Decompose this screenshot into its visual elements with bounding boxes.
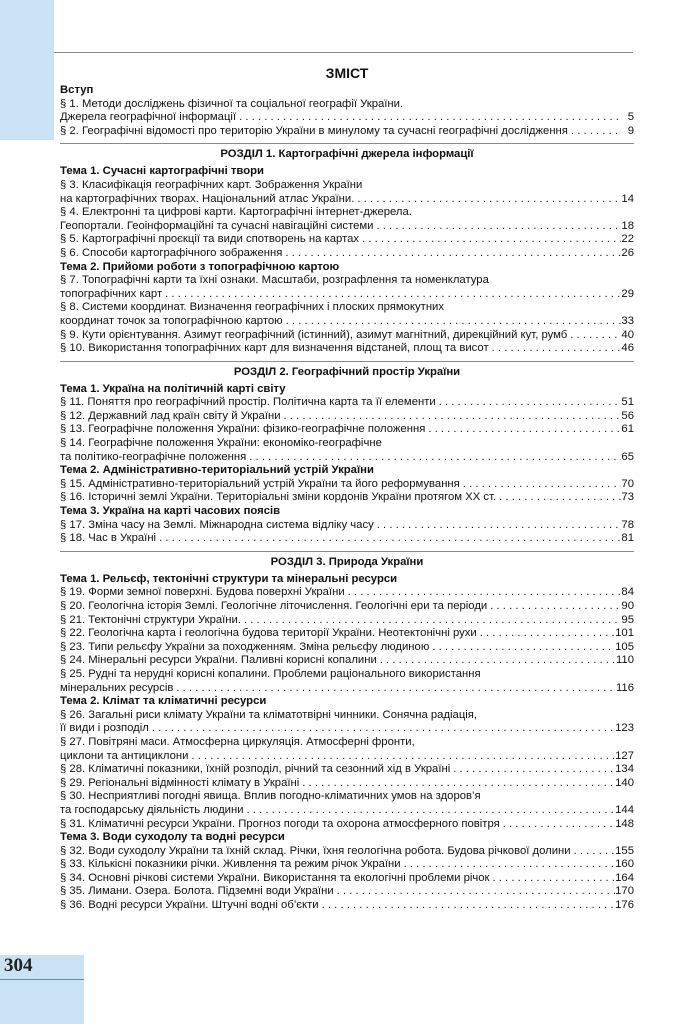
toc-entry-text: Джерела географічної інформації	[60, 111, 237, 124]
toc-entry	[60, 125, 634, 139]
toc-page-number: 90	[621, 600, 634, 612]
toc-page-number: 40	[621, 328, 634, 341]
leader-dots	[377, 654, 616, 668]
toc-entry-text: § 12. Державний лад країн світу й України	[60, 409, 281, 422]
leader-dots	[490, 872, 616, 886]
toc-entry-text: топографічних карт	[60, 287, 163, 300]
leader-dots	[500, 818, 615, 832]
leader-dots	[162, 288, 621, 302]
toc-entry	[60, 777, 634, 791]
toc-page-number: 116	[615, 681, 634, 694]
leader-dots	[282, 247, 621, 261]
toc-entry-text: § 9. Кути орієнтування. Азимут географічний (істинний), азимут магнітний, дирекційний кут, румб	[60, 328, 568, 341]
leader-dots	[567, 329, 621, 343]
toc-page-number: 33	[621, 314, 634, 327]
leader-dots	[489, 342, 622, 356]
toc-page-number: 65	[621, 450, 634, 463]
topic-heading: Тема 1. Рельєф, тектонічні структури та мінеральні ресурси	[60, 572, 398, 585]
leader-dots	[568, 125, 622, 139]
leader-dots	[149, 722, 615, 736]
leader-dots	[359, 233, 621, 247]
leader-dots	[425, 423, 621, 437]
topic-heading: Тема 3. Україна на карті часових поясів	[60, 505, 281, 518]
toc-entry	[60, 804, 634, 818]
toc-entry	[60, 818, 634, 832]
toc-entry-text: § 21. Тектонічні структури України.	[60, 613, 241, 626]
toc-entry	[60, 451, 634, 465]
toc-entry	[60, 845, 634, 859]
toc-entry	[60, 193, 634, 207]
toc-page-number: 84	[621, 586, 634, 599]
toc-entry	[60, 750, 634, 764]
top-rule	[54, 52, 633, 53]
toc-page-number: 26	[621, 246, 634, 259]
toc-entry-text: § 10. Використання топографічних карт для визначення відстаней, площ та висот	[60, 342, 489, 355]
leader-dots	[496, 491, 621, 505]
toc-entry-text: § 35. Лимани. Озера. Болота. Підземні води України	[60, 885, 334, 898]
toc-page-number: 51	[621, 396, 634, 409]
leader-dots	[299, 777, 615, 791]
toc-entry-text: § 19. Форми земної поверхні. Будова поверхні України	[60, 586, 345, 599]
toc-entry	[60, 885, 634, 899]
toc-entry-text: § 5. Картографічні проєкції та види спотворень на картах	[60, 233, 360, 246]
toc-entry-text: § 13. Географічне положення України: фізико-географічне положення	[60, 423, 426, 436]
toc-page-number: 164	[615, 871, 634, 884]
toc-entry-text: на картографічних творах. Національний атлас України.	[60, 192, 355, 205]
toc-entry	[60, 641, 634, 655]
toc-page-number: 81	[621, 532, 634, 545]
toc-entry	[60, 233, 634, 247]
toc-entry-text: її види і розподіл	[60, 722, 149, 735]
toc-entry	[60, 586, 634, 600]
toc-page-number: 95	[621, 613, 634, 626]
toc-entry	[60, 288, 634, 302]
leader-dots	[571, 845, 616, 859]
toc-entry	[60, 614, 634, 628]
table-of-contents	[60, 62, 634, 913]
leader-dots	[401, 858, 616, 872]
toc-entry	[60, 410, 634, 424]
leader-dots	[345, 586, 622, 600]
toc-entry-line: § 14. Географічне положення України: економіко-географічне	[60, 437, 382, 450]
toc-entry-text: § 16. Історичні землі України. Територіальні зміни кордонів України протягом XX ст.	[60, 491, 497, 504]
section-heading: РОЗДІЛ 3. Природа України	[60, 551, 634, 572]
toc-entry-text: § 20. Геологічна історія Землі. Геологічне літочислення. Геологічні ери та періоди	[60, 600, 488, 612]
toc-entry	[60, 682, 634, 696]
toc-entry-text: § 33. Кількісні показники річки. Живлення та режим річок України	[60, 858, 401, 871]
topic-heading: Тема 1. Україна на політичній карті світу	[60, 382, 286, 395]
toc-entry-line: § 25. Рудні та нерудні корисні копалини. Проблеми раціонального використання	[60, 667, 481, 680]
toc-entry	[60, 478, 634, 492]
toc-entry-text: циклони та антициклони	[60, 749, 189, 762]
toc-page-number: 160	[615, 858, 634, 871]
toc-entry-text: § 29. Регіональні відмінності клімату в Україні	[60, 776, 300, 789]
toc-page-number: 29	[621, 287, 634, 300]
toc-entry	[60, 247, 634, 261]
toc-entry-line: § 1. Методи досліджень фізичної та соціальної географії України.	[60, 97, 404, 110]
toc-entry	[60, 627, 634, 641]
leader-dots	[188, 750, 615, 764]
toc-page-number: 9	[627, 124, 634, 137]
toc-entry-text: § 2. Географічні відомості про територію України в минулому та сучасні географічні дослідження	[60, 124, 568, 137]
section-heading: РОЗДІЛ 1. Картографічні джерела інформації	[60, 143, 634, 164]
toc-page-number: 18	[621, 219, 634, 232]
toc-page-number: 170	[615, 885, 634, 898]
leader-dots	[477, 627, 615, 641]
toc-entry-line: § 7. Топографічні карти та їхні ознаки. Масштаби, розграфлення та номенклатура	[60, 274, 489, 287]
toc-entry-text: § 34. Основні річкові системи України. Використання та екологічні проблеми річок	[60, 871, 490, 884]
toc-entry	[60, 532, 634, 546]
toc-entry	[60, 763, 634, 777]
page-title: ЗМІСТ	[325, 65, 369, 81]
toc-entry	[60, 220, 634, 234]
toc-entry-text: § 11. Поняття про географічний простір. Політична карта та її елементи	[60, 396, 436, 409]
toc-page-number: 110	[615, 654, 634, 667]
toc-entry-text: § 31. Кліматичні ресурси України. Прогноз погоди та охорона атмосферного повітря	[60, 817, 500, 830]
toc-page-number: 101	[615, 627, 634, 640]
leader-dots	[281, 410, 622, 424]
toc-entry-text: § 6. Способи картографічного зображення	[60, 246, 283, 259]
section-heading: РОЗДІЛ 2. Географічний простір України	[60, 361, 634, 382]
intro-heading: Вступ	[60, 84, 94, 96]
toc-page-number: 144	[615, 803, 634, 816]
leader-dots	[373, 220, 621, 234]
toc-page-number: 134	[615, 763, 634, 776]
leader-dots	[241, 614, 621, 628]
toc-entry	[60, 315, 634, 329]
toc-page-number: 176	[615, 899, 634, 912]
toc-entry-text: § 18. Час в Україні	[60, 532, 157, 545]
toc-entry-text: та політико-географічне положення	[60, 450, 247, 463]
toc-entry-text: координат точок за топографічною картою	[60, 314, 283, 327]
leader-dots	[319, 899, 616, 913]
leader-dots	[156, 532, 621, 546]
page-number: 304	[4, 955, 33, 976]
toc-entry	[60, 654, 634, 668]
toc-entry-text: Геопортали. Геоінформаційні та сучасні навігаційні системи	[60, 219, 374, 232]
toc-page-number: 123	[615, 722, 634, 735]
topic-heading: Тема 3. Води суходолу та водні ресурси	[60, 831, 285, 844]
toc-entry	[60, 396, 634, 410]
toc-entry-text: мінеральних ресурсів	[60, 681, 174, 694]
topic-heading: Тема 1. Сучасні картографічні твори	[60, 165, 264, 178]
toc-entry-line: § 4. Електронні та цифрові карти. Картографічні інтернет-джерела.	[60, 206, 412, 219]
toc-page-number: 78	[621, 518, 634, 531]
topic-heading: Тема 2. Клімат та кліматичні ресурси	[60, 695, 267, 708]
toc-entry	[60, 519, 634, 533]
toc-page-number: 22	[621, 233, 634, 246]
toc-entry-line: § 26. Загальні риси клімату України та кліматотвірні чинники. Сонячна радіація,	[60, 708, 478, 721]
toc-entry	[60, 329, 634, 343]
leader-dots	[244, 804, 616, 818]
toc-page-number: 155	[615, 844, 634, 857]
toc-entry-text: § 28. Кліматичні показники, їхній розподіл, річний та сезонний хід в Україні	[60, 763, 451, 776]
toc-entry	[60, 342, 634, 356]
leader-dots	[429, 641, 615, 655]
page-number-rule	[0, 979, 84, 980]
leader-dots	[173, 682, 616, 696]
toc-entry	[60, 858, 634, 872]
toc-entry-text: § 32. Води суходолу України та їхній склад. Річки, їхня геологічна робота. Будова річкової долини	[60, 844, 571, 857]
toc-entry	[60, 872, 634, 886]
toc-page-number: 61	[621, 423, 634, 436]
toc-entry-line: § 30. Несприятливі погодні явища. Вплив погодно-кліматичних умов на здоров’я	[60, 790, 481, 803]
toc-entry-line: § 27. Повітряні маси. Атмосферна циркуляція. Атмосферні фронти,	[60, 735, 415, 748]
toc-page-number: 14	[621, 192, 634, 205]
toc-entry-line: § 8. Системи координат. Визначення географічних і плоских прямокутних	[60, 301, 445, 314]
leader-dots	[487, 600, 621, 614]
toc-entry	[60, 423, 634, 437]
leader-dots	[374, 519, 622, 533]
toc-page-number: 148	[615, 817, 634, 830]
toc-entry	[60, 600, 634, 614]
toc-entry	[60, 899, 634, 913]
toc-page-number: 46	[621, 342, 634, 355]
topic-heading: Тема 2. Адміністративно-територіальний устрій України	[60, 464, 374, 477]
toc-page-number: 105	[615, 640, 634, 653]
toc-page-number: 127	[615, 749, 634, 762]
toc-entry-line: § 3. Класифікація географічних карт. Зображення України	[60, 178, 363, 191]
toc-page-number: 140	[615, 776, 634, 789]
toc-page-number: 5	[627, 111, 634, 124]
toc-page-number: 70	[621, 477, 634, 490]
toc-entry-text: § 15. Адміністративно-територіальний устрій України та його реформування	[60, 477, 460, 490]
toc-entry	[60, 491, 634, 505]
toc-entry-text: та господарську діяльність людини	[60, 803, 244, 816]
toc-entry-text: § 23. Типи рельєфу України за походженням. Зміна рельєфу людиною	[60, 640, 430, 653]
toc-entry-text: § 17. Зміна часу на Землі. Міжнародна система відліку часу	[60, 518, 374, 531]
toc-entry-text: § 22. Геологічна карта і геологічна будова території України. Неотектонічні рухи	[60, 627, 477, 640]
topic-heading: Тема 2. Прийоми роботи з топографічною картою	[60, 260, 340, 273]
leader-dots	[460, 478, 622, 492]
leader-dots	[334, 885, 615, 899]
leader-dots	[354, 193, 621, 207]
leader-dots	[450, 763, 615, 777]
leader-dots	[236, 111, 622, 125]
side-tab-top	[0, 0, 54, 140]
toc-entry	[60, 111, 634, 125]
toc-entry-text: § 36. Водні ресурси України. Штучні водні об’єкти	[60, 899, 319, 912]
leader-dots	[436, 396, 622, 410]
toc-entry	[60, 722, 634, 736]
leader-dots	[283, 315, 622, 329]
leader-dots	[246, 451, 621, 465]
toc-page-number: 56	[621, 409, 634, 422]
toc-entry-text: § 24. Мінеральні ресурси України. Паливні корисні копалини	[60, 654, 377, 667]
toc-page-number: 73	[621, 491, 634, 504]
